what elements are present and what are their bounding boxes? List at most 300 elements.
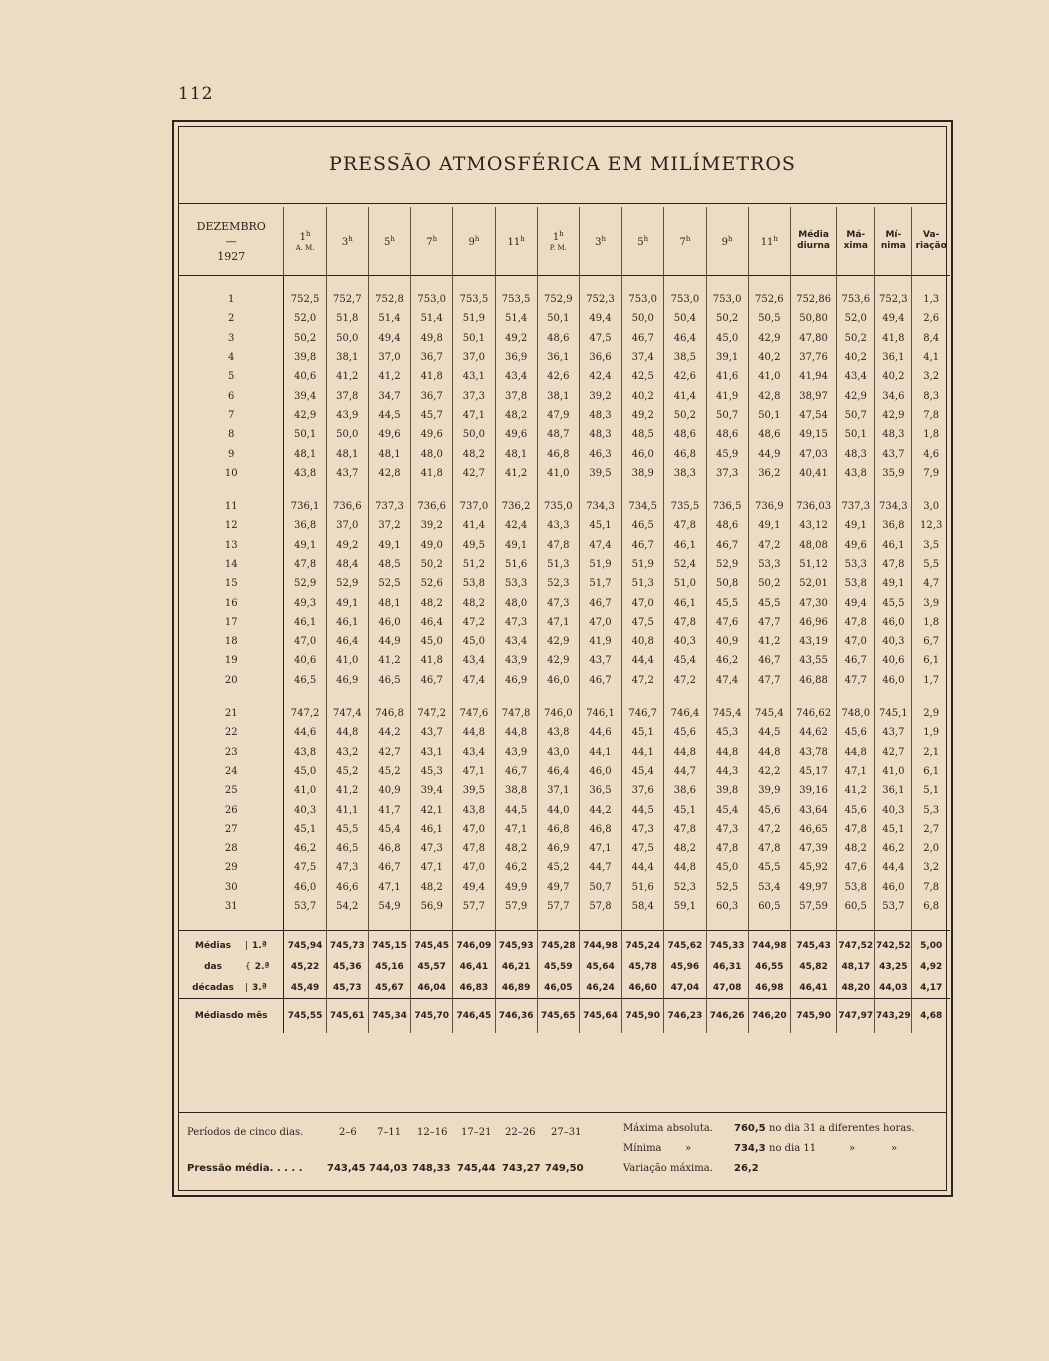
header-hour-suffix: h — [601, 234, 606, 243]
value-cell: 43,4 — [495, 632, 537, 651]
value-cell: 747,2 — [284, 704, 326, 723]
value-cell: 43,0 — [537, 743, 579, 762]
value-cell: 44,1 — [579, 743, 621, 762]
header-hour — [706, 207, 748, 276]
value-cell: 47,03 — [790, 444, 836, 463]
value-cell: 43,3 — [537, 516, 579, 535]
value-cell: 44,8 — [326, 723, 368, 742]
value-cell: 44,8 — [495, 723, 537, 742]
day-cell: 1 — [179, 290, 284, 309]
table-row — [179, 632, 950, 651]
value-cell: 46,7 — [622, 329, 664, 348]
value-cell: 53,7 — [284, 897, 326, 916]
value-cell: 46,2 — [875, 839, 912, 858]
value-cell: 46,7 — [368, 858, 410, 877]
gap-cell — [579, 483, 621, 497]
value-cell: 47,2 — [748, 820, 790, 839]
gap-cell — [453, 690, 495, 704]
decade-value: 46,31 — [706, 956, 748, 977]
decade-value: 46,60 — [622, 977, 664, 999]
day-cell: 28 — [179, 839, 284, 858]
month-value: 746,45 — [453, 999, 495, 1034]
value-cell: 736,2 — [495, 497, 537, 516]
value-cell: 46,9 — [537, 839, 579, 858]
value-cell: 5,5 — [923, 559, 940, 570]
table-row — [179, 574, 950, 593]
decade-value: 45,67 — [368, 977, 410, 999]
value-cell: 49,6 — [368, 425, 410, 444]
value-cell: 36,5 — [579, 781, 621, 800]
header-hour — [664, 207, 706, 276]
value-cell: 8,4 — [923, 332, 940, 344]
month-value: 746,23 — [664, 999, 706, 1034]
value-cell: 46,1 — [664, 593, 706, 612]
value-cell: 37,1 — [537, 781, 579, 800]
value-cell: 37,3 — [706, 464, 748, 483]
header-hour-number: 3 — [595, 236, 602, 248]
value-cell: 47,5 — [622, 839, 664, 858]
max-value: 760,5 — [734, 1123, 766, 1134]
value-cell: 41,6 — [706, 367, 748, 386]
value-cell: 42,4 — [495, 516, 537, 535]
value-cell: 752,3 — [579, 290, 621, 309]
header-stat-line: Mí- — [885, 230, 902, 240]
value-cell: 50,7 — [837, 406, 875, 425]
value-cell: 40,2 — [622, 386, 664, 405]
value-cell: 45,1 — [579, 516, 621, 535]
value-cell: 46,7 — [748, 651, 790, 670]
decade-value: 744,98 — [579, 931, 621, 957]
value-cell: 46,6 — [326, 878, 368, 897]
value-cell: 49,0 — [411, 536, 453, 555]
day-cell: 10 — [179, 464, 284, 483]
value-cell: 52,4 — [664, 555, 706, 574]
day-cell: 16 — [179, 593, 284, 612]
value-cell: 44,3 — [706, 762, 748, 781]
value-cell: 46,4 — [537, 762, 579, 781]
value-cell: 50,80 — [790, 309, 836, 328]
value-cell: 41,8 — [411, 367, 453, 386]
value-cell: 40,2 — [875, 367, 912, 386]
value-cell: 41,2 — [326, 367, 368, 386]
day-cell: 15 — [179, 574, 284, 593]
value-cell: 48,1 — [326, 444, 368, 463]
value-cell: 34,7 — [368, 386, 410, 405]
value-cell: 40,9 — [368, 781, 410, 800]
day-cell: 11 — [179, 497, 284, 516]
value-cell: 50,4 — [664, 309, 706, 328]
header-hour-suffix: h — [559, 229, 564, 238]
value-cell: 43,7 — [579, 651, 621, 670]
value-cell: 48,1 — [495, 444, 537, 463]
value-cell: 46,0 — [622, 444, 664, 463]
max-text: no dia 31 a diferentes horas. — [769, 1123, 915, 1134]
value-cell: 47,8 — [284, 555, 326, 574]
value-cell: 36,7 — [411, 386, 453, 405]
day-cell: 22 — [179, 723, 284, 742]
header-hour-suffix: h — [728, 234, 733, 243]
decade-gap — [179, 483, 950, 497]
value-cell: 57,59 — [790, 897, 836, 916]
value-cell: 2,6 — [923, 313, 940, 325]
value-cell: 36,1 — [537, 348, 579, 367]
value-cell: 44,4 — [622, 651, 664, 670]
header-month-line: DEZEMBRO — [196, 219, 266, 233]
decade-value: 745,28 — [537, 931, 579, 957]
value-cell: 48,6 — [706, 425, 748, 444]
value-cell: 45,4 — [664, 651, 706, 670]
value-cell: 40,3 — [284, 800, 326, 819]
value-cell: 40,2 — [748, 348, 790, 367]
value-cell: 37,0 — [368, 348, 410, 367]
value-cell: 50,2 — [748, 574, 790, 593]
value-cell: 60,5 — [748, 897, 790, 916]
period-range: 12–16 — [417, 1127, 448, 1138]
decade-value: 47,04 — [664, 977, 706, 999]
value-cell: 43,4 — [453, 743, 495, 762]
value-cell: 753,5 — [495, 290, 537, 309]
header-stat-line: Va- — [923, 230, 940, 240]
value-cell: 753,0 — [411, 290, 453, 309]
decade-label-word: Médias — [194, 940, 232, 951]
value-cell: 45,6 — [837, 723, 875, 742]
value-cell: 42,9 — [837, 386, 875, 405]
value-cell: 51,7 — [579, 574, 621, 593]
value-cell: 2,1 — [923, 746, 940, 758]
value-cell: 46,1 — [875, 536, 912, 555]
value-cell: 45,5 — [748, 858, 790, 877]
value-cell: 51,8 — [326, 309, 368, 328]
value-cell: 48,2 — [411, 878, 453, 897]
value-cell: 45,2 — [537, 858, 579, 877]
gap-cell — [411, 276, 453, 291]
value-cell: 746,7 — [622, 704, 664, 723]
value-cell: 45,3 — [706, 723, 748, 742]
value-cell: 746,1 — [579, 704, 621, 723]
value-cell: 40,41 — [790, 464, 836, 483]
value-cell: 39,4 — [411, 781, 453, 800]
value-cell: 746,8 — [368, 704, 410, 723]
decade-value: 48,20 — [837, 977, 875, 999]
value-cell: 42,7 — [875, 743, 912, 762]
value-cell: 45,5 — [875, 593, 912, 612]
value-cell: 49,4 — [368, 329, 410, 348]
value-cell: 43,1 — [453, 367, 495, 386]
value-cell: 48,3 — [837, 444, 875, 463]
value-cell: 44,9 — [368, 632, 410, 651]
value-cell: 47,3 — [495, 613, 537, 632]
decade-gap — [179, 276, 950, 291]
gap-cell — [622, 483, 664, 497]
value-cell: 47,3 — [537, 593, 579, 612]
value-cell: 752,5 — [284, 290, 326, 309]
value-cell: 44,5 — [495, 800, 537, 819]
value-cell: 42,4 — [579, 367, 621, 386]
day-cell: 27 — [179, 820, 284, 839]
decade-value: 46,98 — [748, 977, 790, 999]
value-cell: 49,2 — [622, 406, 664, 425]
gap-cell — [453, 276, 495, 291]
gap-cell — [411, 690, 453, 704]
value-cell: 45,4 — [706, 800, 748, 819]
gap-cell — [912, 690, 950, 704]
value-cell: 40,3 — [664, 632, 706, 651]
decade-label — [179, 977, 284, 999]
value-cell: 1,8 — [923, 616, 940, 628]
value-cell: 52,3 — [537, 574, 579, 593]
value-cell: 51,3 — [622, 574, 664, 593]
value-cell: 48,5 — [622, 425, 664, 444]
value-cell: 44,8 — [453, 723, 495, 742]
month-value: 747,97 — [837, 999, 875, 1034]
value-cell: 52,01 — [790, 574, 836, 593]
value-cell: 40,6 — [284, 367, 326, 386]
value-cell: 49,1 — [284, 536, 326, 555]
value-cell: 47,8 — [748, 839, 790, 858]
table-row — [179, 425, 950, 444]
value-cell: 48,4 — [326, 555, 368, 574]
table-row — [179, 406, 950, 425]
value-cell: 57,7 — [537, 897, 579, 916]
value-cell: 43,2 — [326, 743, 368, 762]
value-cell: 43,1 — [411, 743, 453, 762]
value-cell: 48,1 — [368, 593, 410, 612]
value-cell: 752,7 — [326, 290, 368, 309]
value-cell: 36,6 — [579, 348, 621, 367]
min-label: Mínima — [623, 1143, 662, 1154]
value-cell: 753,6 — [837, 290, 875, 309]
header-row — [179, 207, 950, 276]
table-row — [179, 897, 950, 916]
pressure-value: 744,03 — [369, 1163, 408, 1174]
decade-value: 45,82 — [790, 956, 836, 977]
decade-value: 745,73 — [326, 931, 368, 957]
gap-cell — [790, 483, 836, 497]
value-cell: 49,1 — [326, 593, 368, 612]
value-cell: 46,5 — [368, 671, 410, 690]
gap-cell — [579, 690, 621, 704]
value-cell: 52,3 — [664, 878, 706, 897]
value-cell: 39,1 — [706, 348, 748, 367]
value-cell: 47,8 — [837, 820, 875, 839]
value-cell: 43,9 — [326, 406, 368, 425]
value-cell: 40,3 — [875, 800, 912, 819]
value-cell: 735,0 — [537, 497, 579, 516]
month-value: 746,26 — [706, 999, 748, 1034]
value-cell: 53,7 — [875, 897, 912, 916]
value-cell: 52,9 — [326, 574, 368, 593]
value-cell: 752,3 — [875, 290, 912, 309]
value-cell: 48,7 — [537, 425, 579, 444]
value-cell: 46,7 — [622, 536, 664, 555]
header-hour — [495, 207, 537, 276]
pressure-value: 745,44 — [457, 1163, 496, 1174]
value-cell: 49,1 — [368, 536, 410, 555]
header-stat-line: Média — [798, 230, 829, 240]
page-number: 112 — [178, 84, 214, 104]
value-cell: 47,8 — [875, 555, 912, 574]
value-cell: 44,4 — [875, 858, 912, 877]
decade-value: 45,57 — [411, 956, 453, 977]
value-cell: 40,9 — [706, 632, 748, 651]
header-hour-suffix: h — [474, 234, 480, 243]
gap-cell — [179, 916, 284, 931]
value-cell: 8,3 — [923, 390, 940, 402]
var-label: Variação máxima. — [623, 1163, 713, 1174]
value-cell: 37,0 — [326, 516, 368, 535]
value-cell: 42,6 — [664, 367, 706, 386]
decade-value: 742,52 — [875, 931, 912, 957]
value-cell: 50,0 — [622, 309, 664, 328]
gap-cell — [912, 276, 950, 291]
decade-mark: 3.ª — [252, 982, 267, 993]
value-cell: 47,8 — [453, 839, 495, 858]
value-cell: 50,1 — [284, 425, 326, 444]
value-cell: 746,62 — [790, 704, 836, 723]
value-cell: 47,3 — [622, 820, 664, 839]
table-row — [179, 444, 950, 463]
value-cell: 60,5 — [837, 897, 875, 916]
header-hour — [368, 207, 410, 276]
value-cell: 47,7 — [748, 613, 790, 632]
pressure-value: 748,33 — [412, 1163, 451, 1174]
value-cell: 47,80 — [790, 329, 836, 348]
value-cell: 52,9 — [284, 574, 326, 593]
gap-cell — [579, 276, 621, 291]
value-cell: 4,1 — [923, 352, 940, 364]
value-cell: 47,2 — [664, 671, 706, 690]
decade-label — [179, 956, 284, 977]
value-cell: 42,7 — [368, 743, 410, 762]
value-cell: 43,4 — [453, 651, 495, 670]
value-cell: 48,2 — [495, 839, 537, 858]
value-cell: 48,6 — [537, 329, 579, 348]
gap-cell — [706, 276, 748, 291]
value-cell: 49,1 — [748, 516, 790, 535]
value-cell: 46,1 — [284, 613, 326, 632]
decade-value: 745,43 — [790, 931, 836, 957]
header-month-line: — — [225, 234, 237, 248]
value-cell: 36,8 — [875, 516, 912, 535]
value-cell: 41,0 — [537, 464, 579, 483]
value-cell: 45,1 — [284, 820, 326, 839]
decade-value: 45,96 — [664, 956, 706, 977]
decade-value: 44,03 — [875, 977, 912, 999]
month-row — [179, 999, 950, 1034]
value-cell: 40,2 — [837, 348, 875, 367]
value-cell: 42,8 — [748, 386, 790, 405]
value-cell: 44,2 — [368, 723, 410, 742]
table-row — [179, 386, 950, 405]
value-cell: 37,8 — [495, 386, 537, 405]
value-cell: 42,8 — [368, 464, 410, 483]
gap-cell — [706, 483, 748, 497]
period-range: 27–31 — [551, 1127, 582, 1138]
decade-value: 5,00 — [912, 931, 950, 957]
value-cell: 44,7 — [664, 762, 706, 781]
gap-cell — [495, 276, 537, 291]
value-cell: 39,5 — [579, 464, 621, 483]
value-cell: 45,3 — [411, 762, 453, 781]
value-cell: 51,2 — [453, 555, 495, 574]
value-cell: 39,2 — [411, 516, 453, 535]
value-cell: 50,1 — [837, 425, 875, 444]
value-cell: 52,5 — [706, 878, 748, 897]
value-cell: 39,8 — [284, 348, 326, 367]
value-cell: 51,4 — [368, 309, 410, 328]
value-cell: 51,4 — [495, 309, 537, 328]
value-cell: 3,9 — [923, 597, 940, 609]
gap-cell — [837, 483, 875, 497]
header-stat-line: nima — [880, 241, 906, 251]
value-cell: 2,7 — [923, 823, 940, 835]
value-cell: 53,8 — [453, 574, 495, 593]
value-cell: 43,19 — [790, 632, 836, 651]
gap-cell — [748, 916, 790, 931]
value-cell: 737,3 — [837, 497, 875, 516]
period-range: 2–6 — [339, 1127, 357, 1138]
value-cell: 6,1 — [923, 655, 940, 667]
value-cell: 44,8 — [706, 743, 748, 762]
value-cell: 51,9 — [453, 309, 495, 328]
value-cell: 2,0 — [923, 843, 940, 855]
value-cell: 43,8 — [537, 723, 579, 742]
period-range: 22–26 — [505, 1127, 536, 1138]
value-cell: 46,2 — [495, 858, 537, 877]
value-cell: 51,0 — [664, 574, 706, 593]
value-cell: 46,0 — [579, 762, 621, 781]
value-cell: 56,9 — [411, 897, 453, 916]
value-cell: 43,12 — [790, 516, 836, 535]
value-cell: 41,4 — [453, 516, 495, 535]
day-cell: 17 — [179, 613, 284, 632]
table-row — [179, 671, 950, 690]
table-body — [179, 276, 950, 1034]
value-cell: 12,3 — [920, 520, 943, 532]
decade-brace: { — [245, 961, 251, 972]
decade-gap — [179, 916, 950, 931]
value-cell: 3,5 — [923, 539, 940, 551]
min-ditto: » — [685, 1143, 692, 1154]
gap-cell — [411, 483, 453, 497]
decade-value: 45,36 — [326, 956, 368, 977]
gap-cell — [837, 916, 875, 931]
value-cell: 43,55 — [790, 651, 836, 670]
header-hour-suffix: h — [520, 234, 525, 243]
gap-cell — [326, 916, 368, 931]
header-hour — [622, 207, 664, 276]
decade-row — [179, 931, 950, 957]
value-cell: 44,5 — [748, 723, 790, 742]
pressure-table — [179, 207, 950, 1033]
value-cell: 5,1 — [923, 785, 940, 797]
gap-cell — [622, 916, 664, 931]
decade-value: 4,92 — [920, 961, 943, 972]
value-cell: 45,1 — [664, 800, 706, 819]
header-hour-number: 9 — [468, 236, 475, 248]
value-cell: 47,7 — [748, 671, 790, 690]
value-cell: 47,8 — [837, 613, 875, 632]
value-cell: 42,5 — [622, 367, 664, 386]
decade-label-word: das — [204, 961, 222, 972]
table-row — [179, 762, 950, 781]
header-hour-suffix: h — [348, 234, 353, 243]
period-range: 7–11 — [377, 1127, 402, 1138]
value-cell: 735,5 — [664, 497, 706, 516]
table-row — [179, 839, 950, 858]
month-value: 746,20 — [748, 999, 790, 1034]
value-cell: 45,6 — [837, 800, 875, 819]
